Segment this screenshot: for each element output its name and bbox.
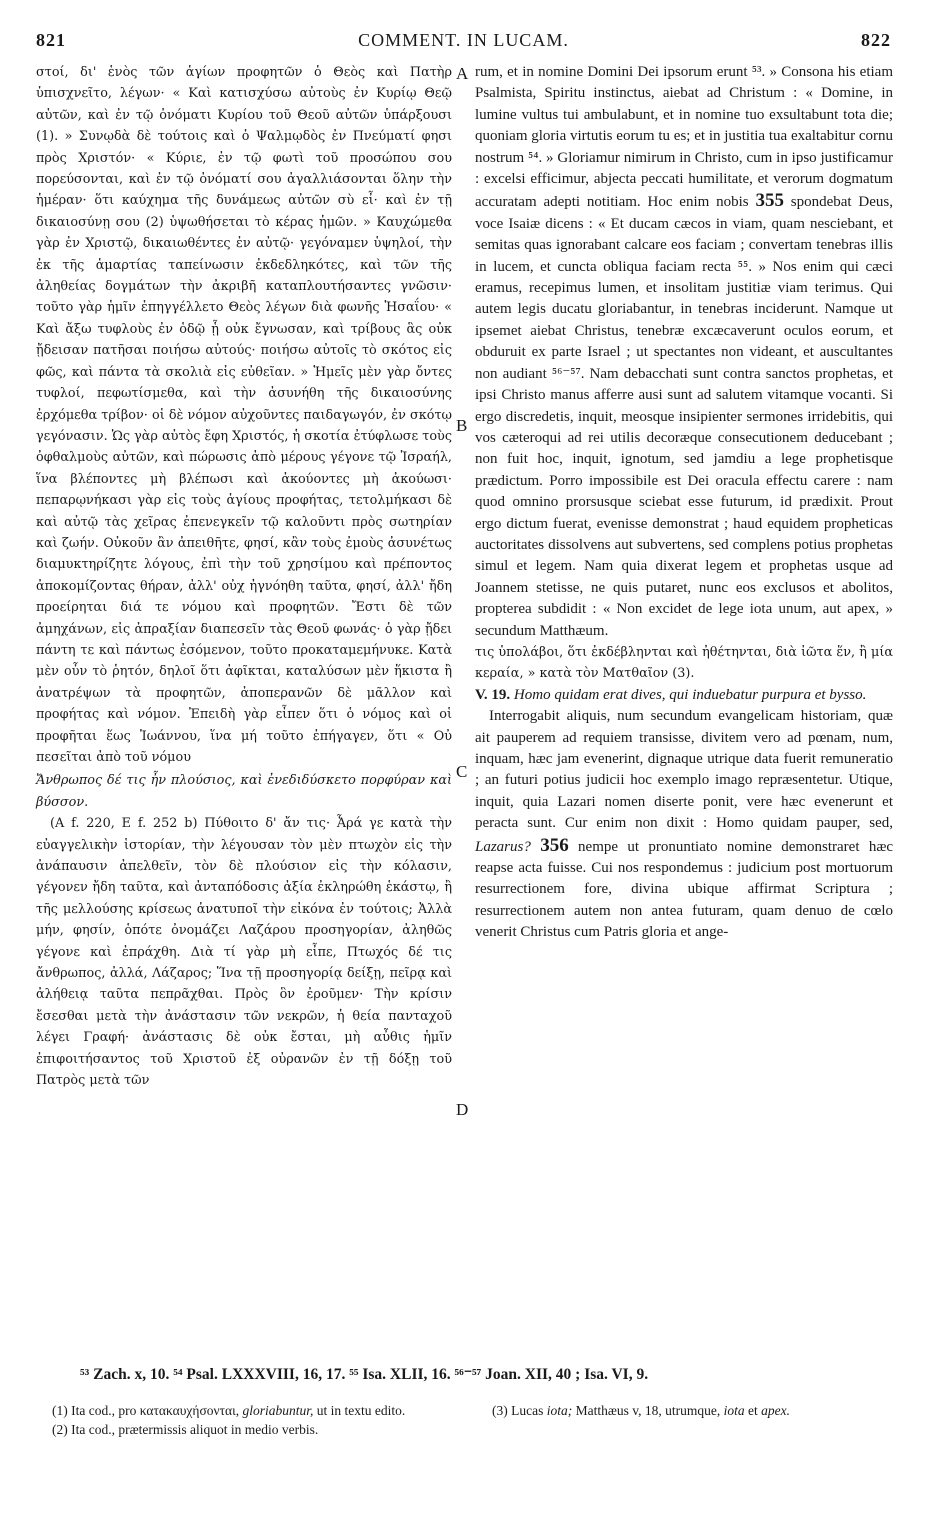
footnote-italic: iota; [546,1403,573,1418]
column-number-355: 355 [755,190,784,212]
footnote-italic: apex. [761,1403,790,1418]
latin-text: rum, et in nomine Domini Dei ipsorum erunt ⁵³. » Consona his etiam Psalmista, Spiritu instinctus, aiebat ad Christum : « Domine, in lumine vultus tui ambulabunt, et in nomine tuo exsultabunt tota die; quoniam gloria virtutis eorum tu es; et in justitia tua exaltabitur cornu nostrum ⁵⁴. » Gloriamur nimirum in Christo, cum in ipso justificamur : excelsi efficimur, abjecta peccati humilitate, et verorum dogmatum accuratam adepti notitiam. Hoc enim nobis [475,64,893,211]
lazarus-word: Lazarus? [475,838,531,855]
footnote-text: (1) Ita cod., pro κατακαυχήσονται, [52,1403,240,1418]
verse-text: Homo quidam erat dives, qui induebatur purpura et bysso. [513,686,867,703]
column-number-356: 356 [540,834,569,856]
running-title: COMMENT. IN LUCAM. [358,30,569,50]
footnote-text: ut in textu edito. [316,1403,406,1418]
footnote-italic: gloriabuntur, [242,1403,314,1418]
footnote-1 [52,1402,457,1419]
greek-paragraph-1: στοί, δι' ἑνὸς τῶν ἁγίων προφητῶν ὁ Θεὸς καὶ Πατὴρ ὑπισχνεῖτο, λέγων· « Καὶ κατισχύσω αὐτοὺς ἐν Κυρίῳ Θεῷ αὐτῶν, καὶ ἐν τῷ ὀνόματι Κυρίου τοῦ Θεοῦ αὐτῶν ὑπάρξουσι (1). » Συνῳδὰ δὲ τούτοις καὶ ὁ Ψαλμῳδὸς ἐν Πνεύματί φησι πρὸς Χριστόν· « Κύριε, ἐν τῷ φωτὶ τοῦ προσώπου σου πορεύσονται, καὶ ἐν τῷ ὀνόματί σου ἀγαλλιάσονται ὅλην τὴν ἡμέραν· ὅτι καύχημα τῆς δυνάμεως αὐτῶν σὺ εἶ· καὶ ἐν τῇ δικαιοσύνῃ σου (2) ὑψωθήσεται τὸ κέρας ἡμῶν. » Καυχώμεθα γὰρ ἐν Χριστῷ, δικαιωθέντες ἐν αὐτῷ· γεγόναμεν ὑψηλοί, τὴν ἐκ τῆς ἁμαρτίας ταπείνωσιν ἐκδεδληκότες, καὶ τῶν τῆς ἀληθείας δογμάτων τὴν ἀκριβῆ καταπλουτήσαντες γνῶσιν· τοῦτο γὰρ ἡμῖν ἐπηγγέλλετο Θεὸς λέγων διὰ φωνῆς Ἡσαΐου· « Καὶ ἄξω τυφλοὺς ἐν ὁδῷ ᾗ οὐκ ἔγνωσαν, καὶ τρίβους ἃς οὐκ ᾔδεισαν πατῆσαι ποιήσω αὐτούς· ποιήσω αὐτοῖς τὸ σκότος εἰς φῶς, καὶ πάντα τὰ σκολιὰ εἰς εὐθεῖαν. » Ἡμεῖς μὲν γὰρ ὄντες τυφλοί, πεφωτίσμεθα, καὶ τὴν ἀσυνήθη τῆς δικαιοσύνης ἐρχόμεθα τρίβον· οἱ δὲ νόμον αὐχοῦντες παιδαγωγόν, ἐν σκότῳ γεγόνασιν. Ὡς γὰρ αὐτὸς ἔφη Χριστός, ἡ σκοτία ἐτύφλωσε τοὺς ὀφθαλμοὺς αὐτῶν, καὶ πώρωσις ἀπὸ μέρους γέγονε τῷ Ἰσραήλ, ἵνα βλέποντες μὴ βλέπωσι καὶ ἀκούοντες μὴ ἀκούωσι· πεπαρῳνήκασι γὰρ εἰς τοὺς ἁγίους προφήτας, τετολμήκασι δὲ καὶ αὐτῷ τὰς χεῖρας ἐπενεγκεῖν τῷ καλοῦντι πρὸς σωτηρίαν καὶ ζωήν. Οὐκοῦν ἂν ἀπειθῆτε, φησί, κἂν τοὺς ἐμοὺς ἀσυνέτως διαμυκτηρίζητε λόγους, ἐπὶ τὴν τοῦ χρησίμου καὶ πρέποντος ἀποκομίζοντας θήραν, ἀλλ' οὐχ ἠγνόηθη ταῦτα, φησί, ἀλλ' ἤδη προείρηται διά τε νόμου καὶ προφητῶν. Ἔστι δὲ τῶν ἀμηχάνων, εἰς ἀπραξίαν διαπεσεῖν τὰς Θεοῦ φωνάς· ὁ γὰρ ᾔδει πάντη τε καὶ πάντως ἐσόμενον, τοῦτο προκαταμεμήνυκε. Κατὰ μὲν οὖν τὸ ῥητόν, δηλοῖ ὅτι ἀφῖκται, καταλύσων μὲν ἥκιστα ἢ ἀνατρέψων τὰ προφητῶν, ἀποπερανῶν δὲ μᾶλλον καὶ προφήτας καὶ νόμον. Ἐπειδὴ γὰρ εἶπεν ὅτι ὁ νόμος καὶ οἱ προφῆται ἕως Ἰωάννου, ἵνα μή τοῦτο ἐπήγαγεν, ὅτι « Οὐ πεσεῖται ἀπὸ τοῦ νόμου [36,65,452,765]
margin-letter-b: B [456,416,468,435]
footnote-italic: iota [723,1403,745,1418]
greek-continuation: τις ὑπολάβοι, ὅτι ἐκδέβληνται καὶ ἠθέτηνται, διὰ ἰῶτα ἕν, ἢ μία κεραία, » κατὰ τὸν Ματθαῖον (3). [475,644,893,682]
footnote-2: (2) Ita cod., prætermissis aliquot in medio verbis. [52,1422,319,1437]
page-number-right: 822 [861,30,891,50]
running-head [36,30,891,56]
page-number-left: 821 [36,30,66,50]
latin-text: nempe ut pronuntiato nomine demonstraret hæc reapse acta fuisse. Cui nos respondemus : judicium post mortuorum resurrectionem fore, divina ubique affirmat Scriptura ; resurrectionem autem non antea futuram, quam denuo de cœlo venerit Christus cum Patris gloria et ange- [475,838,894,941]
footnotes-left [52,1402,457,1440]
latin-paragraph-2 [475,706,893,943]
footnote-text: (3) Lucas [492,1403,544,1418]
latin-text: Interrogabit aliquis, num secundum evangelicam historiam, quæ ait pauperem ad requiem transisse, divitem vero ad pœnam, num, inquam, hæc jam evenerint, dignaque utrique data fuerit remuneratio ; an futuri potius judicii hoc exemplo imago repræsentetur. Utique, inquit, quia Lazari nomen diserte ponit, vere hæc evenerunt et peracta sunt. Cur enim non dixit : Homo quidam pauper, sed, [475,708,893,832]
greek-column [36,62,452,1092]
margin-letter-c: C [456,762,468,781]
greek-paragraph-2: (A f. 220, E f. 252 b) Πύθοιτο δ' ἄν τις· Ἆρά γε κατὰ τὴν εὐαγγελικὴν ἱστορίαν, τὴν λέγουσαν τὸν μὲν πτωχὸν εἰς τὴν ἀνάπαυσιν ἀπελθεῖν, τὸν δὲ πλούσιον εἰς τὴν κόλασιν, γέγονεν ἤδη ταῦτα, καὶ ἀνταπόδοσις ἀξία ἐκληρώθη ἑκάστῳ, ἢ τῆς μελλούσης κρίσεως ἀνατυποῖ τὴν εἰκόνα ἐν τούτοις; Ἀλλὰ μήν, φησίν, ὁπότε ὀνομάζει Λαζάρου προσηγορίαν, ἀληθῶς γέγονε καὶ ἐπράχθη. Διὰ τί γὰρ μὴ εἶπε, Πτωχός δέ τις ἄνθρωπος, ἀλλά, Λάζαρος; Ἵνα τῇ προσηγορίᾳ δείξῃ, πεῖρᾳ καὶ ἀλήθειᾳ ταῦτα πεπρᾶχθαι. Πρὸς ὃν ἐροῦμεν· Τὴν κρίσιν ἔσεσθαι μετὰ τὴν ἀνάστασιν τῶν νεκρῶν, ἡ θεία πανταχοῦ λέγει Γραφή· ἀνάστασις δὲ οὐκ ἔσται, μὴ αὖθις ἡμῖν ἐπιφοιτήσαντος τοῦ Χριστοῦ ἐξ οὐρανῶν ἐν τῇ δόξῃ τοῦ Πατρὸς μετὰ τῶν [36,816,452,1089]
footnote-text: Matthæus v, 18, utrumque, [575,1403,721,1418]
greek-verse-heading: Ἄνθρωπος δέ τις ἦν πλούσιος, καὶ ἐνεδιδύσκετο πορφύραν καὶ βύσσον. [36,773,452,810]
latin-paragraph-1 [475,62,893,642]
footnotes-right [492,1402,892,1421]
scripture-references: ⁵³ Zach. x, 10. ⁵⁴ Psal. LXXXVIII, 16, 17. ⁵⁵ Isa. XLII, 16. ⁵⁶⁻⁵⁷ Joan. XII, 40 ; Isa. VI, 9. [80,1366,649,1383]
verse-number: V. 19. [475,686,511,703]
footnote-3 [492,1402,892,1419]
margin-letter-a: A [456,64,469,83]
latin-column [475,62,893,944]
footnote-text: et [748,1403,758,1418]
latin-verse-heading [475,685,893,706]
latin-text: spondebat Deus, voce Isaiæ dicens : « Et ducam cæcos in viam, quam nesciebant, et semitas quas ignorabant calcare eos faciam ; convertam tenebras illis in lucem, et cuncta obliqua faciam recta ⁵⁵. » Nos enim qui cæci eramus, recepimus lumen, et insolitam justitiæ viam terimus. Qui autem legis ducatu gloriabantur, in tenebras inciderunt. Namque ut ipsemet aiebat Christus, tenebræ excæcaverunt oculos eorum, et obduruit ex parte Israel ; ut spectantes non videant, et auscultantes non audiant ⁵⁶⁻⁵⁷. Nam debacchati sunt contra sanctos prophetas, et ipsi Christo manus afferre ausi sunt ad salutem vitamque vocanti. Si ergo discredetis, inquit, meosque insipienter sermones irridebitis, qui vos cæteroqui ad rei utilis decoræque consecutionem deducebant ; non fuit hoc, inquit, ignotum, sed jamdiu a lege prophetisque prædictum. Porro impossibile est Dei oracula effectu carere : nam quod omnino prorsusque sciebat esse futurum, id prædixit. Prout ergo dictum fuerat, evenisse demonstrat ; haud equidem propheticas auctoritates dissolvens aut subvertens, sed complens potius prophetas simul et legem. Nam quia dixerat legem et prophetas usque ad Joannem stetisse, ne quis putaret, nunc eos exclusos et abolitos, propterea subdidit : « Non excidet de lege iota unum, aut apex, » secundum Matthæum. [475,194,894,639]
margin-letter-d: D [456,1100,469,1119]
